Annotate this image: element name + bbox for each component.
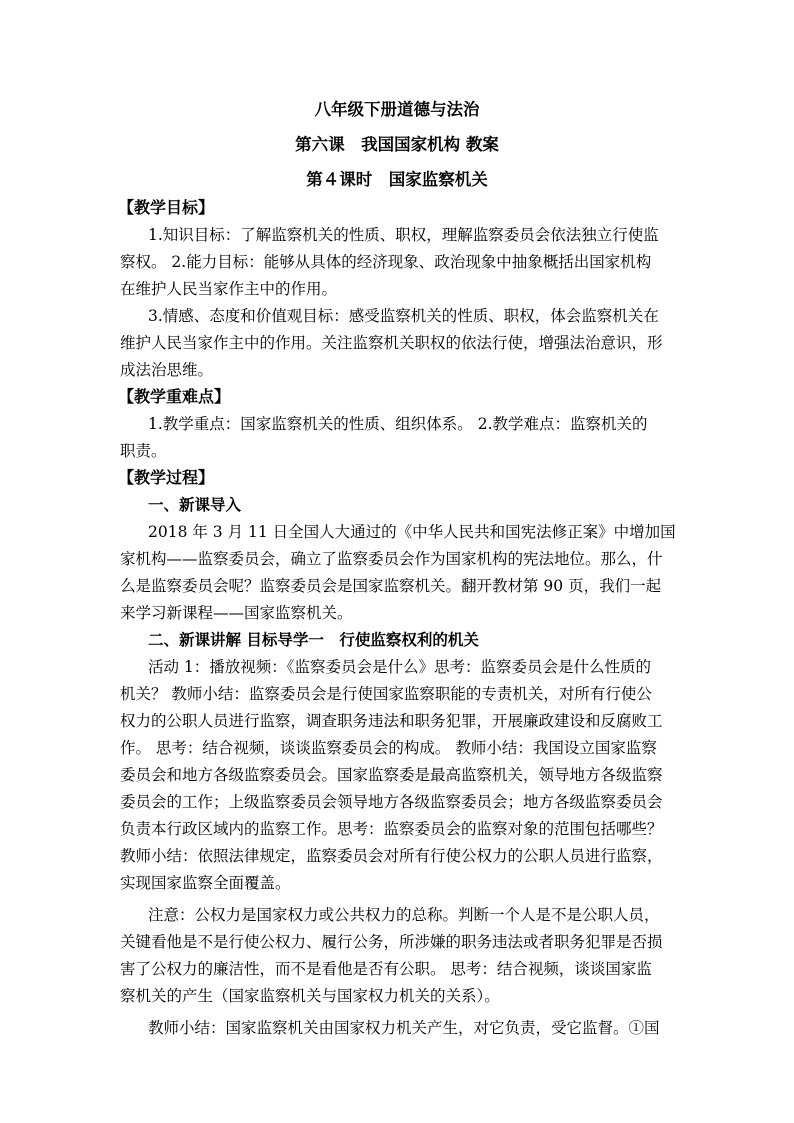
part1-line: 来学习新课程——国家监察机关。	[120, 604, 353, 622]
part1-line: 家机构——监察委员会，确立了监察委员会作为国家机构的宪法地位。那么，什	[120, 550, 663, 568]
part1-line: 2018 年 3 月 11 日全国人大通过的《中华人民共和国宪法修正案》中增加国	[148, 523, 676, 541]
part1-heading: 一、新课导入	[148, 495, 242, 514]
part2-line: 委员会的工作；上级监察委员会领导地方各级监察委员会；地方各级监察委员会	[120, 793, 663, 811]
part2-line: 教师小结：依照法律规定，监察委员会对所有行使公权力的公职人员进行监察，	[120, 847, 663, 865]
goals-line: 在维护人民当家作主中的作用。	[120, 280, 338, 298]
goals-line: 1.知识目标：了解监察机关的性质、职权，理解监察委员会依法独立行使监	[148, 226, 659, 244]
part1-line: 么是监察委员会呢？监察委员会是国家监察机关。翻开教材第 90 页，我们一起	[120, 577, 662, 595]
note-line: 注意：公权力是国家权力或公共权力的总称。判断一个人是不是公职人员，	[148, 906, 660, 924]
goals-heading: 【教学目标】	[118, 198, 215, 217]
goals-line: 维护人民当家作主中的作用。关注监察机关职权的依法行使，增强法治意识，形	[120, 334, 663, 352]
note-line: 关键看他是不是行使公权力、履行公务，所涉嫌的职务违法或者职务犯罪是否损	[120, 933, 663, 951]
part2-line: 活动 1：播放视频：《监察委员会是什么》思考：监察委员会是什么性质的	[148, 658, 652, 676]
lesson-title: 第六课 我国国家机构 教案	[295, 135, 499, 154]
part2-line: 委员会和地方各级监察委员会。国家监察委是最高监察机关，领导地方各级监察	[120, 766, 663, 784]
goals-line: 3.情感、态度和价值观目标：感受监察机关的性质、职权，体会监察机关在	[148, 307, 659, 325]
note-line: 害了公权力的廉洁性，而不是看他是否有公职。 思考：结合视频，谈谈国家监	[120, 960, 652, 978]
part2-line: 负责本行政区域内的监察工作。思考：监察委员会的监察对象的范围包括哪些？	[120, 820, 663, 838]
goals-line: 成法治思维。	[120, 361, 214, 379]
part2-line: 机关？ 教师小结：监察委员会是行使国家监察职能的专责机关，对所有行使公	[120, 685, 652, 703]
document-title: 八年级下册道德与法治	[314, 100, 480, 119]
part2-line: 权力的公职人员进行监察，调查职务违法和职务犯罪，开展廉政建设和反腐败工	[120, 712, 663, 730]
process-heading: 【教学过程】	[118, 468, 215, 487]
period-title: 第４课时 国家监察机关	[306, 170, 488, 189]
part2-line: 实现国家监察全面覆盖。	[120, 874, 291, 892]
key-points-line: 1.教学重点：国家监察机关的性质、组织体系。 2.教学难点：监察机关的	[148, 415, 648, 433]
note-line: 察机关的产生（国家监察机关与国家权力机关的关系）。	[120, 987, 500, 1005]
summary-line: 教师小结：国家监察机关由国家权力机关产生，对它负责，受它监督。①国	[148, 1019, 660, 1037]
key-points-heading: 【教学重难点】	[118, 387, 231, 406]
part2-heading: 二、新课讲解 目标导学一 行使监察权利的机关	[148, 630, 479, 649]
part2-line: 作。 思考：结合视频，谈谈监察委员会的构成。 教师小结：我国设立国家监察	[120, 739, 657, 757]
goals-line: 察权。 2.能力目标：能够从具体的经济现象、政治现象中抽象概括出国家机构	[120, 253, 652, 271]
key-points-line: 职责。	[120, 442, 167, 460]
